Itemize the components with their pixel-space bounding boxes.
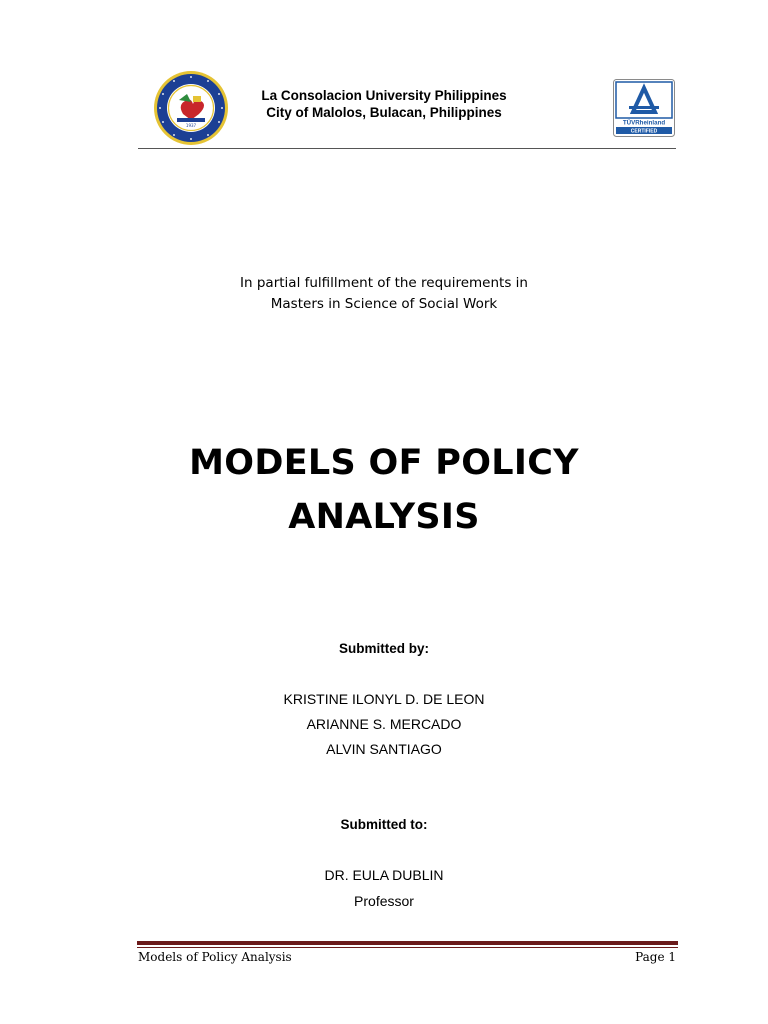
footer-document-title: Models of Policy Analysis	[138, 950, 292, 964]
header-divider	[138, 148, 676, 149]
document-title-line-1: MODELS OF POLICY	[189, 443, 579, 483]
fulfillment-line-1: In partial fulfillment of the requirements in	[240, 275, 528, 291]
tuv-brand-text: TÜVRheinland	[622, 119, 666, 127]
institution-address: City of Malolos, Bulacan, Philippines	[266, 105, 502, 120]
author-name: ALVIN SANTIAGO	[326, 741, 442, 757]
recipient-role: Professor	[354, 893, 414, 909]
svg-text:1937: 1937	[185, 123, 197, 128]
recipient-name: DR. EULA DUBLIN	[324, 867, 444, 883]
submitted-to-label: Submitted to:	[340, 817, 428, 832]
certification-logo	[613, 79, 675, 137]
author-name: ARIANNE S. MERCADO	[306, 716, 462, 732]
tuv-certified-text: CERTIFIED	[630, 128, 658, 135]
institution-name: La Consolacion University Philippines	[261, 88, 507, 103]
document-title-line-2: ANALYSIS	[288, 497, 480, 537]
submitted-by-label: Submitted by:	[339, 641, 429, 656]
tuv-certified-icon	[613, 79, 675, 137]
fulfillment-line-2: Masters in Science of Social Work	[270, 296, 498, 312]
author-name: KRISTINE ILONYL D. DE LEON	[283, 691, 485, 707]
footer-divider-thin	[137, 947, 678, 948]
footer-page-number: Page 1	[635, 950, 676, 964]
footer-divider-thick	[137, 941, 678, 945]
